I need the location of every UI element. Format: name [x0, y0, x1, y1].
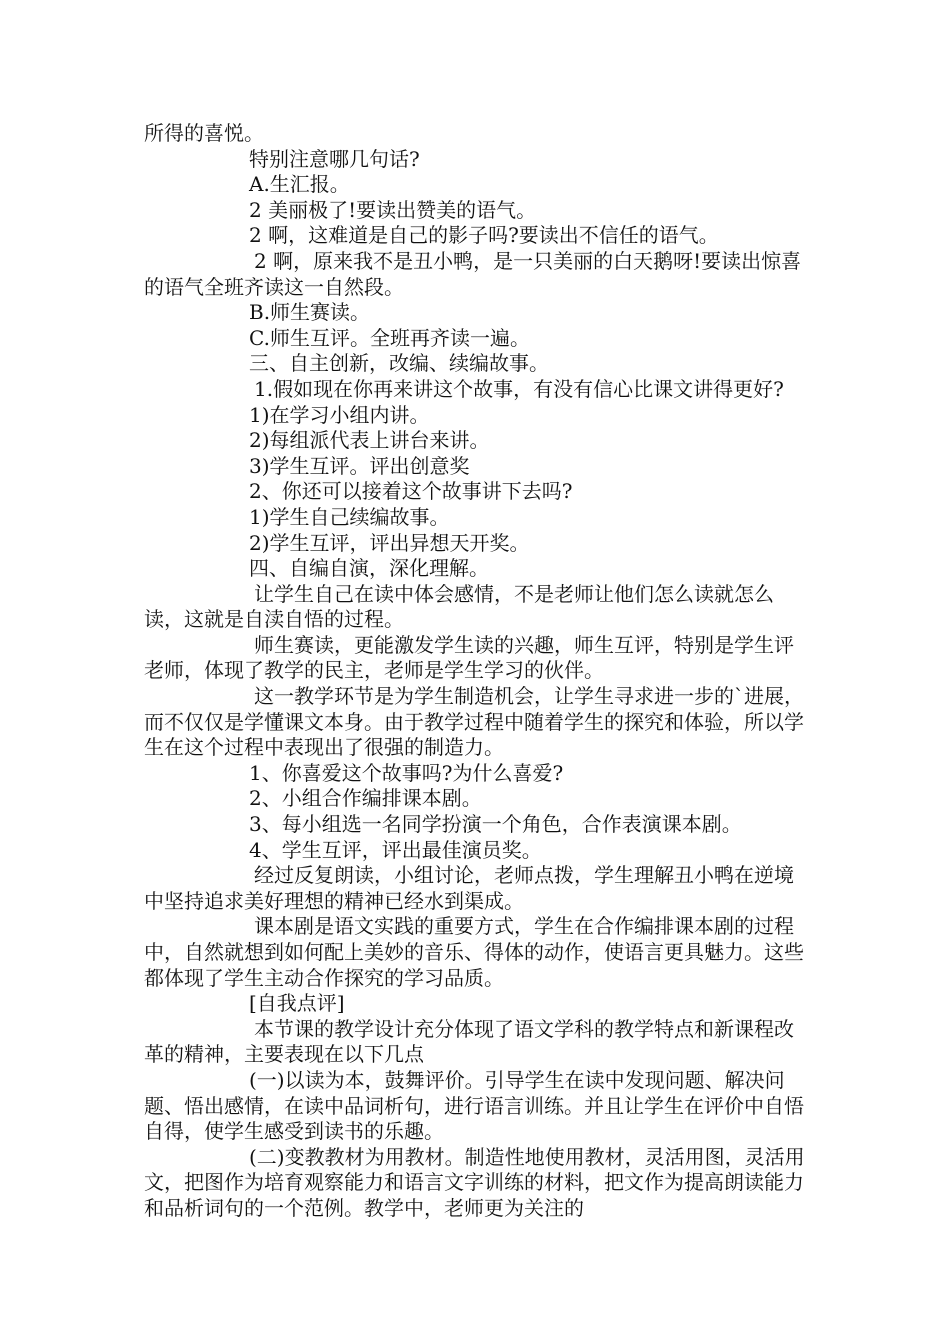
- section-heading-self-review: [自我点评]: [249, 991, 345, 1016]
- document-body: [144, 121, 810, 1222]
- paragraph-5: 2 啊，原来我不是丑小鸭，是一只美丽的白天鹅呀!要读出惊喜的语气全班齐读这一自然段。: [144, 248, 802, 299]
- paragraph-23: 4、学生互评，评出最佳演员奖。: [249, 837, 542, 862]
- paragraph-7: C.师生互评。全班再齐读一遍。: [249, 325, 530, 350]
- paragraph-25: 课本剧是语文实践的重要方式，学生在合作编排课本剧的过程中，自然就想到如何配上美妙的音乐、得体的动作，使语言更具魅力。这些都体现了学生主动合作探究的学习品质。: [144, 914, 804, 990]
- paragraph-18: 师生赛读，更能激发学生读的兴趣，师生互评，特别是学生评老师，体现了教学的民主，老师是学生学习的伙伴。: [144, 632, 794, 683]
- section-heading-3: 三、自主创新，改编、续编故事。: [249, 351, 549, 376]
- paragraph-9: 1.假如现在你再来讲这个故事，有没有信心比课文讲得更好?: [254, 376, 784, 401]
- paragraph-11: 2)每组派代表上讲台来讲。: [249, 428, 490, 453]
- paragraph-6: B.师生赛读。: [249, 300, 371, 325]
- paragraph-14: 1)学生自己续编故事。: [249, 504, 450, 529]
- paragraph-13: 2、你还可以接着这个故事讲下去吗?: [249, 479, 573, 504]
- paragraph-20: 1、你喜爱这个故事吗?为什么喜爱?: [249, 760, 564, 785]
- paragraph-2: A.生汇报。: [249, 172, 350, 197]
- paragraph-3: 2 美丽极了!要读出赞美的语气。: [249, 197, 537, 222]
- paragraph-24: 经过反复朗读，小组讨论，老师点拨，学生理解丑小鸭在逆境中坚持追求美好理想的精神已经水到渠成。: [144, 863, 794, 913]
- paragraph-27: 本节课的教学设计充分体现了语文学科的教学特点和新课程改革的精神，主要表现在以下几点: [144, 1016, 794, 1067]
- paragraph-17: 让学生自己在读中体会感情，不是老师让他们怎么读就怎么读，这就是自渎自悟的过程。: [144, 581, 774, 632]
- paragraph-22: 3、每小组选一名同学扮演一个角色，合作表演课本剧。: [249, 812, 742, 837]
- section-heading-4: 四、自编自演，深化理解。: [249, 556, 489, 581]
- paragraph-28: (一)以读为本，鼓舞评价。引导学生在读中发现问题、解决问题、悟出感情，在读中品词析句，进行语言训练。并且让学生在评价中自悟自得，使学生感受到读书的乐趣。: [144, 1067, 804, 1144]
- paragraph-15: 2)学生互评，评出异想天开奖。: [249, 530, 530, 555]
- paragraph-21: 2、小组合作编排课本剧。: [249, 786, 482, 811]
- paragraph-1: 特别注意哪几句话?: [249, 146, 420, 171]
- paragraph-4: 2 啊，这难道是自己的影子吗?要读出不信任的语气。: [249, 223, 719, 248]
- paragraph-29: (二)变教教材为用教材。制造性地使用教材，灵活用图，灵活用文，把图作为培育观察能力和语言文字训练的材料，把文作为提高朗读能力和品析词句的一个范例。教学中，老师更为关注的: [144, 1144, 805, 1220]
- paragraph-12: 3)学生互评。评出创意奖: [249, 453, 470, 478]
- paragraph-19: 这一教学环节是为学生制造机会，让学生寻求进一步的`进展，而不仅仅是学懂课文本身。由于教学过程中随着学生的探究和体验，所以学生在这个过程中表现出了很强的制造力。: [144, 684, 804, 760]
- paragraph-10: 1)在学习小组内讲。: [249, 402, 430, 427]
- paragraph-0: 所得的喜悦。: [144, 121, 264, 145]
